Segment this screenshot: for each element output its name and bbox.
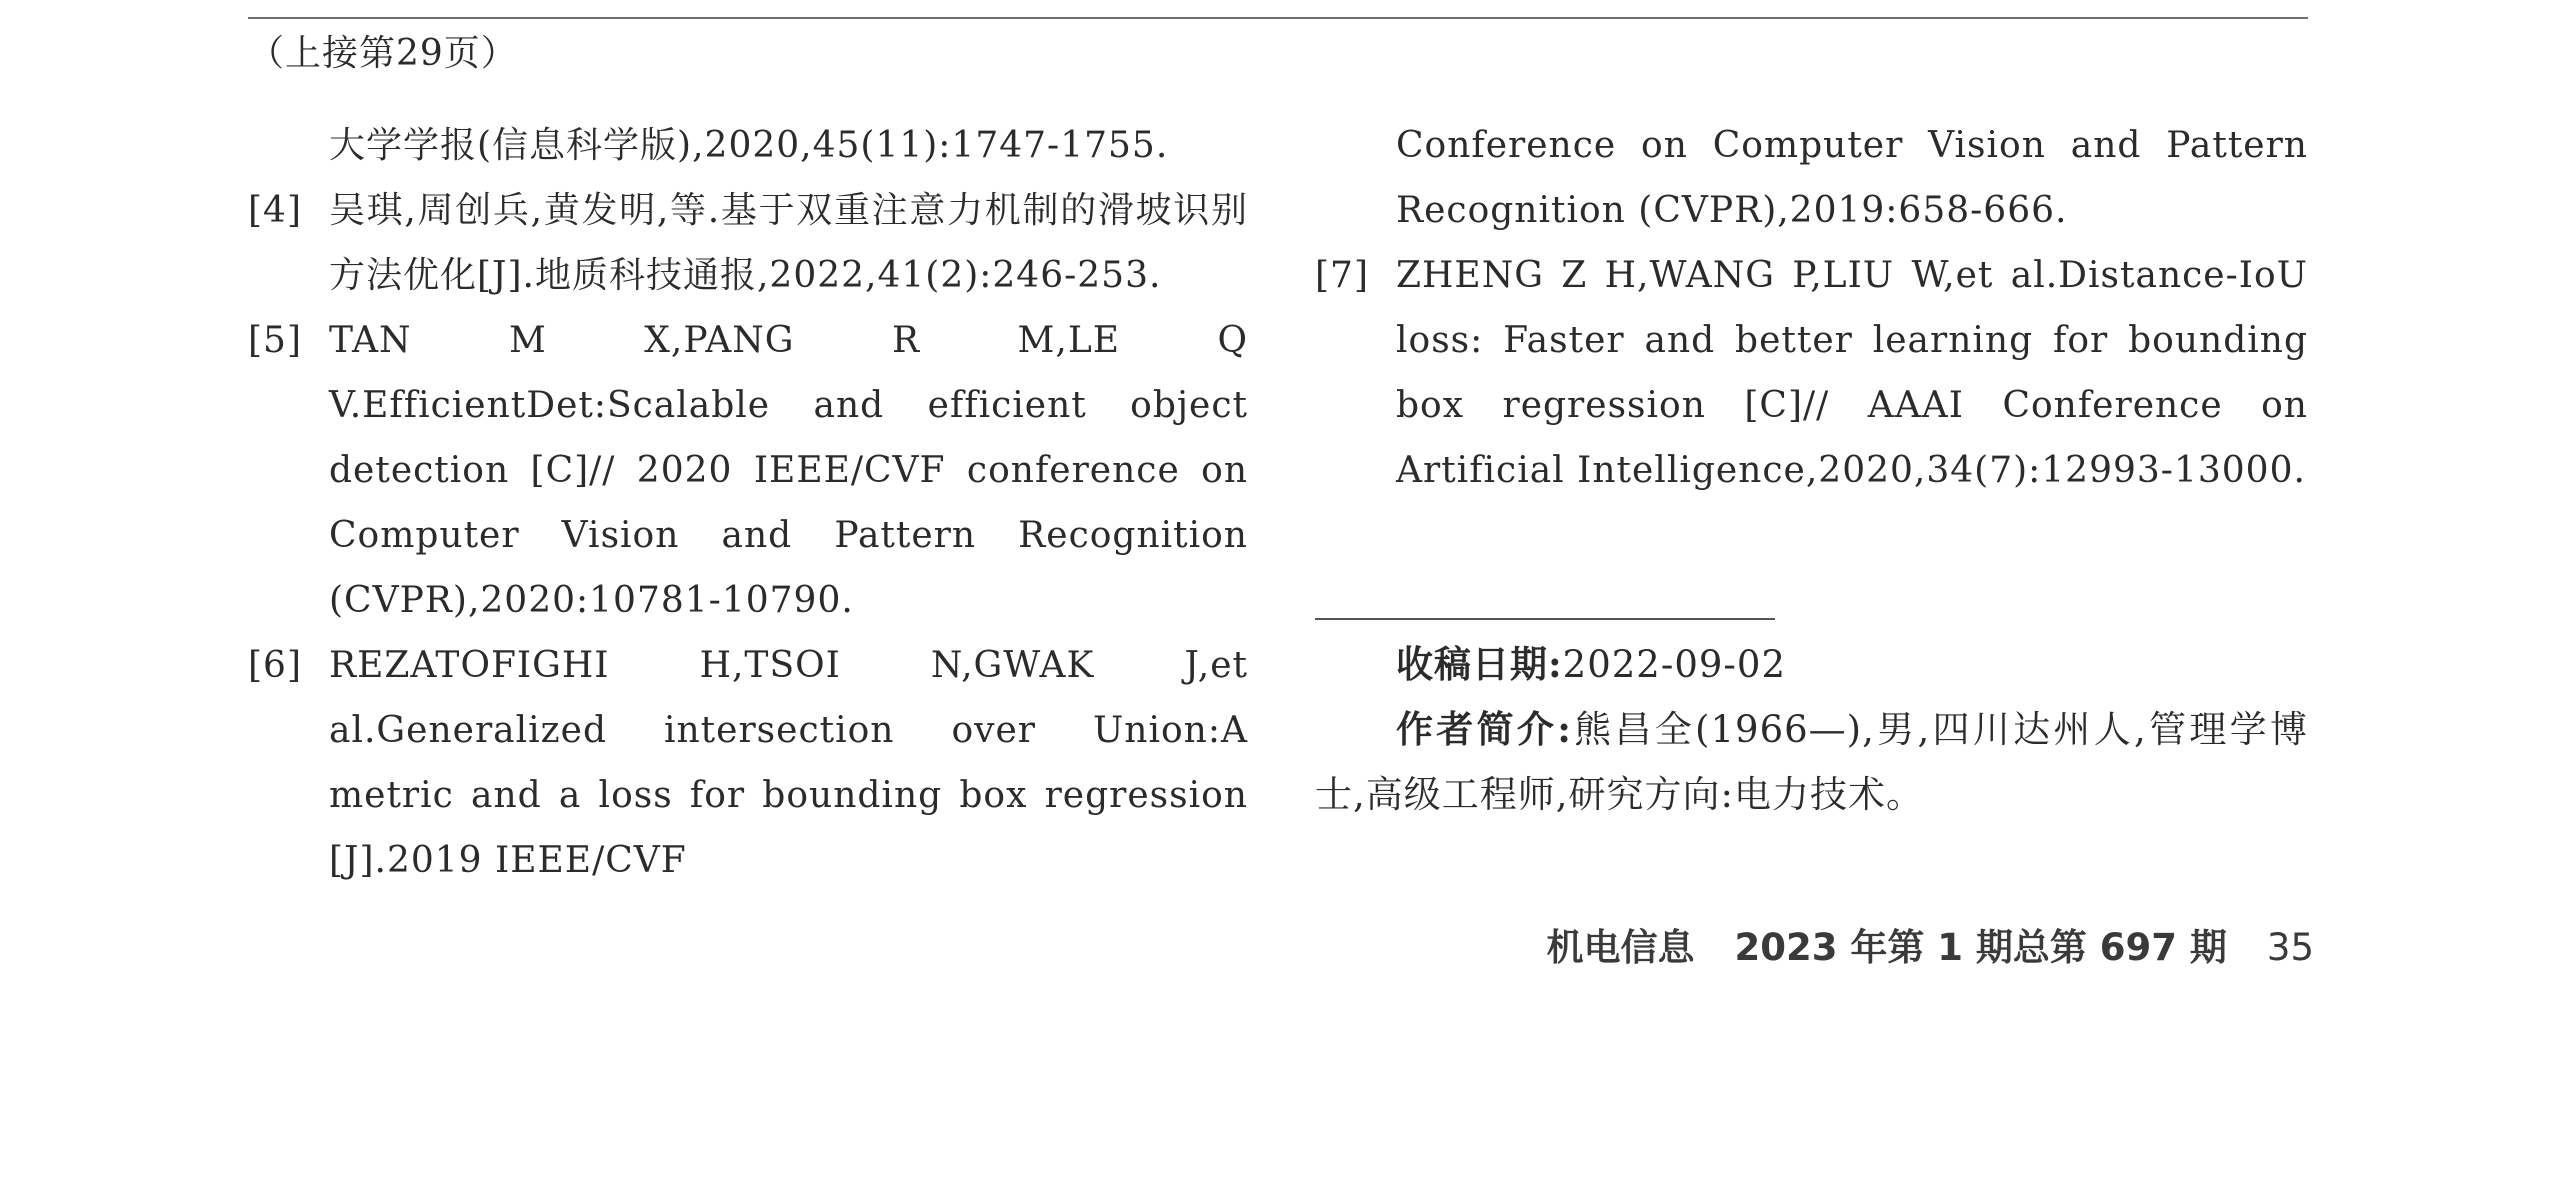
author-bio (1315, 697, 2308, 827)
issue-info: 2023 年第 1 期总第 697 期 (1734, 926, 2227, 969)
received-date-label: 收稿日期: (1396, 642, 1563, 686)
reference-continuation (1315, 113, 2308, 243)
received-date-value: 2022-09-02 (1562, 643, 1786, 686)
reference-number: [5] (248, 320, 302, 361)
page-number: 35 (2266, 926, 2314, 969)
author-bio-label: 作者简介: (1396, 707, 1572, 751)
header-rule (248, 17, 2308, 19)
reference-7 (1315, 243, 2308, 503)
continued-from-note: （上接第29页） (248, 33, 518, 74)
reference-text: REZATOFIGHI H,TSOI N,GWAK J,et al.Generalized intersection over Union:A metric and a loss for bounding box regression [J].2019 IEEE/CVF (329, 645, 1248, 881)
reference-5 (248, 308, 1248, 633)
reference-number: [4] (248, 190, 302, 231)
author-bio-text: 熊昌全(1966—),男,四川达州人,管理学博士,高级工程师,研究方向:电力技术。 (1315, 708, 2308, 816)
reference-text: TAN M X,PANG R M,LE Q V.EfficientDet:Scalable and efficient object detection [C]// 2020 IEEE/CVF conference on Computer Vision and Pattern Recognition (CVPR),2020:10781-10790. (329, 320, 1248, 621)
reference-6 (248, 633, 1248, 893)
reference-text: Conference on Computer Vision and Pattern Recognition (CVPR),2019:658-666. (1396, 125, 2308, 231)
reference-text: 大学学报(信息科学版),2020,45(11):1747-1755. (329, 125, 1169, 166)
page-footer (1547, 923, 2314, 973)
received-date (1315, 632, 2308, 697)
journal-name: 机电信息 (1546, 926, 1695, 969)
reference-number: [6] (248, 645, 302, 686)
left-column (248, 113, 1248, 893)
reference-continuation (248, 113, 1248, 178)
footnote-rule (1315, 618, 1775, 620)
reference-4 (248, 178, 1248, 308)
right-column (1315, 113, 2308, 503)
reference-text: 吴琪,周创兵,黄发明,等.基于双重注意力机制的滑坡识别方法优化[J].地质科技通报,2022,41(2):246-253. (329, 190, 1248, 296)
reference-text: ZHENG Z H,WANG P,LIU W,et al.Distance-IoU loss: Faster and better learning for bounding box regression [C]// AAAI Conference on Artificial Intelligence,2020,34(7):12993-13000. (1396, 255, 2308, 491)
reference-number: [7] (1315, 255, 1369, 296)
